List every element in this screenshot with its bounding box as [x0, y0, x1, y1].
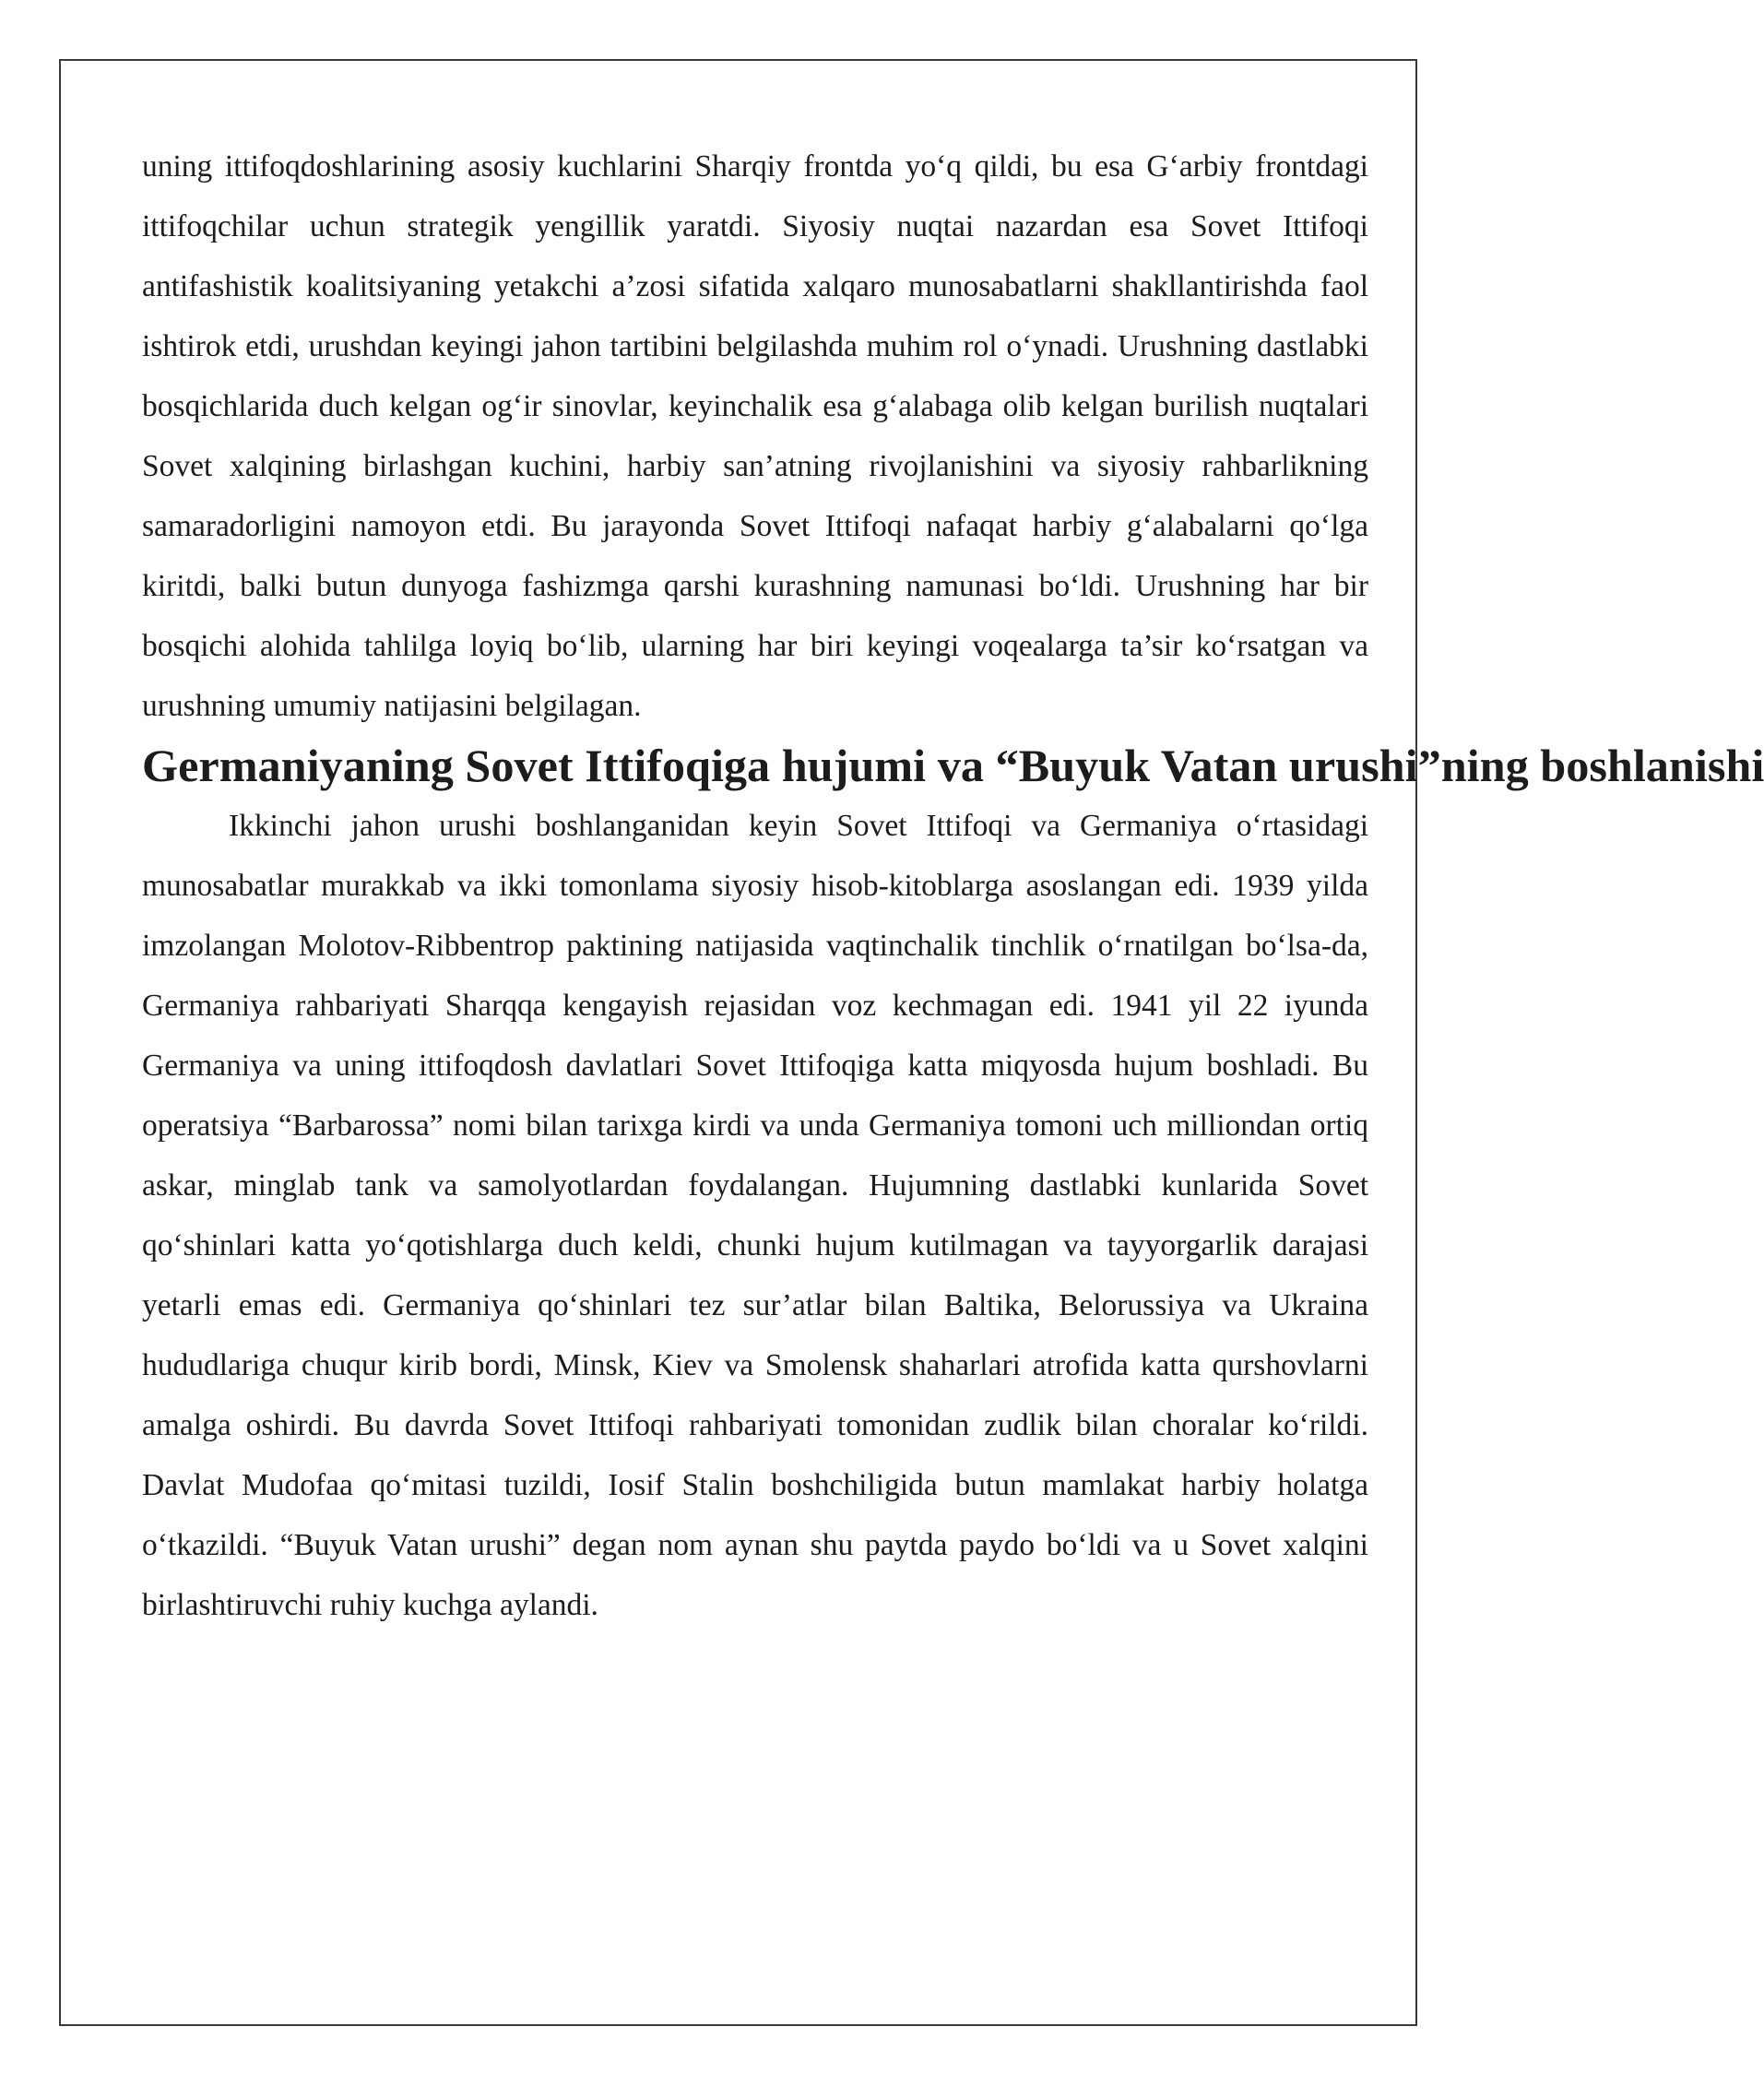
body-paragraph: Ikkinchi jahon urushi boshlanganidan keyin Sovet Ittifoqi va Germaniya o‘rtasidagi munosabatlar murakkab va ikki tomonlama siyosiy hisob-kitoblarga asoslangan edi. 1939 yilda imzolangan Molotov-Ribbentrop paktining natijasida vaqtinchalik tinchlik o‘rnatilgan bo‘lsa-da, Germaniya rahbariyati Sharqqa kengayish rejasidan voz kechmagan edi. 1941 yil 22 iyunda Germaniya va uning ittifoqdosh davlatlari Sovet Ittifoqiga katta miqyosda hujum boshladi. Bu operatsiya “Barbarossa” nomi bilan tarixga kirdi va unda Germaniya tomoni uch milliondan ortiq askar, minglab tank va samolyotlardan foydalangan. Hujumning dastlabki kunlarida Sovet qo‘shinlari katta yo‘qotishlarga duch keldi, chunki hujum kutilmagan va tayyorgarlik darajasi yetarli emas edi. Germaniya qo‘shinlari tez sur’atlar bilan Baltika, Belorussiya va Ukraina hududlariga chuqur kirib bordi, Minsk, Kiev va Smolensk shaharlari atrofida katta qurshovlarni amalga oshirdi. Bu davrda Sovet Ittifoqi rahbariyati tomonidan zudlik bilan choralar ko‘rildi. Davlat Mudofaa qo‘mitasi tuzildi, Iosif Stalin boshchiligida butun mamlakat harbiy holatga o‘tkazildi. “Buyuk Vatan urushi” degan nom aynan shu paytda paydo bo‘ldi va u Sovet xalqini birlashtiruvchi ruhiy kuchga aylandi.	[142, 809, 1368, 1622]
document-body	[142, 136, 1764, 1635]
section-heading: Germaniyaning Sovet Ittifoqiga hujumi va “Buyuk Vatan urushi”ning boshlanishi	[142, 740, 1764, 791]
body-paragraph: uning ittifoqdoshlarining asosiy kuchlarini Sharqiy frontda yo‘q qildi, bu esa G‘arbiy frontdagi ittifoqchilar uchun strategik yengillik yaratdi. Siyosiy nuqtai nazardan esa Sovet Ittifoqi antifashistik koalitsiyaning yetakchi a’zosi sifatida xalqaro munosabatlarni shakllantirishda faol ishtirok etdi, urushdan keyingi jahon tartibini belgilashda muhim rol o‘ynadi. Urushning dastlabki bosqichlarida duch kelgan og‘ir sinovlar, keyinchalik esa g‘alabaga olib kelgan burilish nuqtalari Sovet xalqining birlashgan kuchini, harbiy san’atning rivojlanishini va siyosiy rahbarlikning samaradorligini namoyon etdi. Bu jarayonda Sovet Ittifoqi nafaqat harbiy g‘alabalarni qo‘lga kiritdi, balki butun dunyoga fashizmga qarshi kurashning namunasi bo‘ldi. Urushning har bir bosqichi alohida tahlilga loyiq bo‘lib, ularning har biri keyingi voqealarga ta’sir ko‘rsatgan va urushning umumiy natijasini belgilagan.	[142, 149, 1368, 723]
